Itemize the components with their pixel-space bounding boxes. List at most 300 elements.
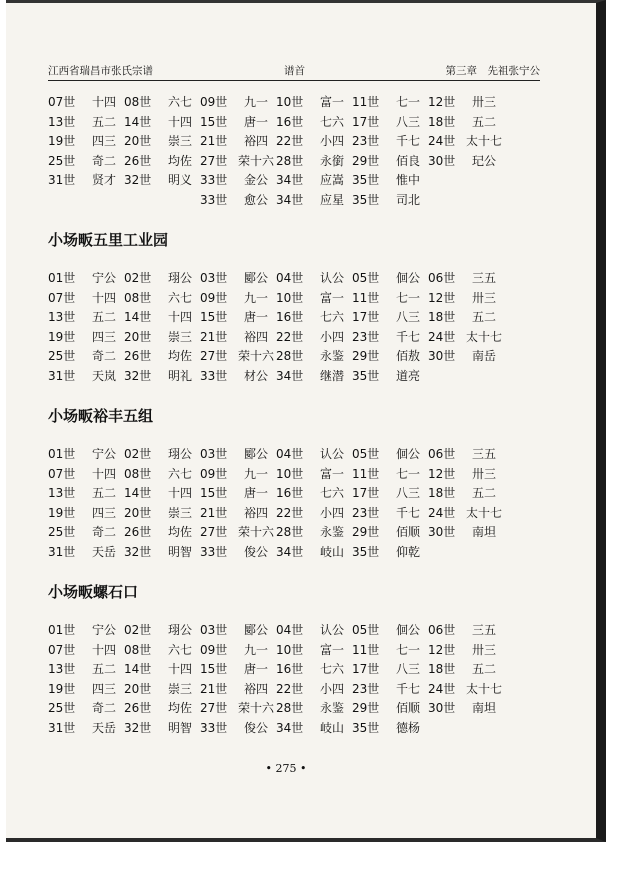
ancestor-name: 佪公 [395, 447, 420, 461]
generation-entry [352, 719, 430, 736]
ancestor-name: 天岳 [91, 544, 116, 559]
generation-number: 02世 [124, 447, 152, 461]
generation-row [48, 113, 528, 133]
ancestor-name: 德杨 [395, 720, 420, 735]
generation-number: 23世 [352, 505, 380, 520]
header-chapter: 第三章 先祖张宁公 [445, 65, 540, 77]
ancestor-name: 认公 [319, 623, 344, 637]
generation-entry [352, 347, 430, 364]
generation-number: 13世 [48, 114, 76, 129]
generation-number: 10世 [276, 642, 304, 657]
ancestor-name: 继潜 [319, 368, 344, 383]
generation-number: 04世 [276, 623, 304, 637]
generation-entry [48, 171, 126, 188]
ancestor-name: 明礼 [167, 368, 192, 383]
generation-number: 07世 [48, 95, 76, 109]
ancestor-name: 宁公 [91, 271, 116, 285]
ancestor-name: 永鉴 [319, 701, 344, 716]
ancestor-name: 七一 [395, 466, 420, 481]
generation-number: 27世 [200, 349, 228, 364]
generation-entry [124, 523, 202, 540]
generation-number: 01世 [48, 623, 76, 637]
generation-number: 27世 [200, 701, 228, 716]
ancestor-name: 岐山 [319, 720, 344, 735]
generation-entry [124, 543, 202, 560]
ancestor-name: 裕四 [243, 505, 268, 520]
generation-number: 07世 [48, 466, 76, 481]
ancestor-name: 宁公 [91, 447, 116, 461]
generation-entry [124, 504, 202, 521]
generation-number: 21世 [200, 681, 228, 696]
generation-row [48, 132, 528, 152]
generation-entry [352, 660, 430, 677]
ancestor-name: 七六 [319, 662, 344, 677]
generation-number: 05世 [352, 623, 380, 637]
generation-number: 35世 [352, 192, 380, 207]
generation-number: 07世 [48, 290, 76, 305]
ancestor-name: 郾公 [243, 447, 268, 461]
generation-entry [428, 93, 506, 110]
ancestor-name: 五二 [91, 486, 116, 501]
generation-number: 32世 [124, 173, 152, 188]
generation-number: 12世 [428, 466, 456, 481]
ancestor-name: 五二 [471, 486, 496, 501]
generation-entry [48, 465, 126, 482]
generation-entry [276, 660, 354, 677]
generation-entry [200, 504, 278, 521]
generation-entry [276, 484, 354, 501]
generation-number: 35世 [352, 173, 380, 188]
generation-entry [48, 367, 126, 384]
generation-number: 17世 [352, 486, 380, 501]
ancestor-name: 唐一 [243, 310, 268, 325]
ancestor-name: 富一 [319, 290, 344, 305]
generation-entry [352, 504, 430, 521]
generation-number: 28世 [276, 701, 304, 716]
generation-entry [428, 113, 506, 130]
ancestor-name: 八三 [395, 486, 420, 501]
ancestor-name: 七六 [319, 114, 344, 129]
generation-entry [200, 621, 278, 638]
ancestor-name: 永鉴 [319, 349, 344, 364]
ancestor-name: 道亮 [395, 368, 420, 383]
generation-number: 05世 [352, 447, 380, 461]
generation-entry [124, 171, 202, 188]
generation-number: 29世 [352, 701, 380, 716]
generation-number: 06世 [428, 623, 456, 637]
ancestor-name: 明智 [167, 720, 192, 735]
generation-number: 20世 [124, 505, 152, 520]
ancestor-name: 千七 [395, 134, 420, 149]
ancestor-name: 佪公 [395, 271, 420, 285]
generation-row [48, 484, 528, 504]
generation-number: 24世 [428, 134, 456, 149]
generation-entry [48, 680, 126, 697]
ancestor-name: 崇三 [167, 329, 192, 344]
generation-entry [352, 465, 430, 482]
generation-number: 01世 [48, 447, 76, 461]
generation-number: 16世 [276, 486, 304, 501]
ancestor-name: 荣十六 [237, 701, 274, 716]
generation-entry [124, 347, 202, 364]
generation-number: 34世 [276, 368, 304, 383]
generation-entry [428, 289, 506, 306]
generation-number: 31世 [48, 720, 76, 735]
ancestor-name: 七一 [395, 642, 420, 657]
generation-number: 26世 [124, 525, 152, 540]
generation-entry [352, 132, 430, 149]
ancestor-name: 均佐 [167, 525, 192, 540]
generation-entry [428, 699, 506, 716]
ancestor-name: 十四 [91, 466, 116, 481]
generation-number: 14世 [124, 114, 152, 129]
generation-row [48, 445, 528, 465]
generation-entry [48, 347, 126, 364]
generation-number: 13世 [48, 310, 76, 325]
generation-entry [276, 171, 354, 188]
generation-entry [48, 93, 126, 110]
ancestor-name: 卅三 [471, 290, 496, 305]
ancestor-name: 仰乾 [395, 544, 420, 559]
generation-entry [200, 171, 278, 188]
generation-number: 03世 [200, 623, 228, 637]
generation-entry [276, 93, 354, 110]
ancestor-name: 天岚 [91, 368, 116, 383]
generation-entry [276, 504, 354, 521]
generation-entry [48, 660, 126, 677]
generation-number: 27世 [200, 525, 228, 540]
generation-entry [124, 699, 202, 716]
ancestor-name: 唐一 [243, 114, 268, 129]
generation-entry [124, 308, 202, 325]
generation-entry [200, 641, 278, 658]
generation-number: 14世 [124, 310, 152, 325]
ancestor-name: 天岳 [91, 720, 116, 735]
ancestor-name: 富一 [319, 466, 344, 481]
ancestor-name: 明义 [167, 173, 192, 188]
generation-entry [352, 152, 430, 169]
ancestor-name: 三五 [471, 271, 496, 285]
generation-entry [276, 641, 354, 658]
ancestor-name: 珝公 [167, 447, 192, 461]
ancestor-name: 奇二 [91, 349, 116, 364]
generation-entry [124, 641, 202, 658]
generation-entry [276, 523, 354, 540]
book-page [6, 0, 606, 842]
generation-number: 14世 [124, 486, 152, 501]
generation-number: 03世 [200, 271, 228, 285]
generation-number: 05世 [352, 271, 380, 285]
ancestor-name: 荣十六 [237, 349, 274, 364]
generation-number: 21世 [200, 505, 228, 520]
generation-entry [200, 152, 278, 169]
generation-entry [124, 465, 202, 482]
ancestor-name: 奇二 [91, 525, 116, 540]
generation-number: 09世 [200, 95, 228, 109]
generation-entry [276, 152, 354, 169]
generation-entry [124, 113, 202, 130]
ancestor-name: 佰良 [395, 153, 420, 168]
generation-entry [276, 367, 354, 384]
generation-entry [428, 523, 506, 540]
generation-row [48, 93, 528, 113]
generation-number: 18世 [428, 486, 456, 501]
ancestor-name: 岐山 [319, 544, 344, 559]
generation-number: 19世 [48, 134, 76, 149]
generation-entry [428, 641, 506, 658]
ancestor-name: 荣十六 [237, 153, 274, 168]
generation-entry [352, 641, 430, 658]
generation-entry [124, 328, 202, 345]
ancestor-name: 南坦 [471, 701, 496, 716]
generation-entry [124, 621, 202, 638]
generation-number: 25世 [48, 153, 76, 168]
ancestor-name: 唐一 [243, 662, 268, 677]
generation-number: 27世 [200, 153, 228, 168]
generation-entry [48, 543, 126, 560]
generation-entry [124, 93, 202, 110]
generation-number: 22世 [276, 134, 304, 149]
generation-number: 08世 [124, 290, 152, 305]
generation-entry [124, 484, 202, 501]
generation-number: 29世 [352, 525, 380, 540]
generation-entry [200, 484, 278, 501]
ancestor-name: 十四 [167, 486, 192, 501]
ancestor-name: 七一 [395, 95, 420, 109]
generation-entry [428, 347, 506, 364]
generation-number: 31世 [48, 173, 76, 188]
generation-table [48, 621, 528, 739]
ancestor-name: 应星 [319, 192, 344, 207]
ancestor-name: 六七 [167, 95, 192, 109]
ancestor-name: 富一 [319, 95, 344, 109]
generation-entry [428, 132, 506, 149]
generation-row [48, 523, 528, 543]
ancestor-name: 佰敖 [395, 349, 420, 364]
generation-entry [200, 93, 278, 110]
generation-row [48, 543, 528, 563]
generation-number: 17世 [352, 310, 380, 325]
generation-entry [352, 445, 430, 462]
ancestor-name: 小四 [319, 681, 344, 696]
generation-number: 03世 [200, 447, 228, 461]
generation-entry [48, 484, 126, 501]
ancestor-name: 五二 [471, 310, 496, 325]
ancestor-name: 九一 [243, 642, 268, 657]
generation-entry [124, 445, 202, 462]
generation-entry [352, 171, 430, 188]
generation-entry [200, 308, 278, 325]
generation-number: 02世 [124, 271, 152, 285]
generation-entry [352, 308, 430, 325]
ancestor-name: 六七 [167, 642, 192, 657]
generation-entry [124, 680, 202, 697]
generation-entry [200, 191, 278, 208]
header-book-title: 江西省瑞昌市张氏宗谱 [48, 65, 153, 77]
generation-entry [276, 465, 354, 482]
generation-number: 25世 [48, 349, 76, 364]
generation-number: 15世 [200, 662, 228, 677]
ancestor-name: 十四 [91, 290, 116, 305]
ancestor-name: 唐一 [243, 486, 268, 501]
generation-entry [48, 113, 126, 130]
ancestor-name: 玘公 [471, 153, 496, 168]
generation-entry [428, 328, 506, 345]
generation-number: 16世 [276, 310, 304, 325]
generation-entry [48, 641, 126, 658]
ancestor-name: 惟中 [395, 173, 420, 188]
generation-row [48, 191, 528, 211]
generation-number: 23世 [352, 134, 380, 149]
generation-table [48, 269, 528, 387]
generation-entry [200, 113, 278, 130]
generation-number: 30世 [428, 701, 456, 716]
ancestor-name: 裕四 [243, 329, 268, 344]
generation-number: 20世 [124, 329, 152, 344]
generation-number: 17世 [352, 114, 380, 129]
header-section: 谱首 [284, 65, 305, 77]
generation-entry [200, 328, 278, 345]
ancestor-name: 十四 [91, 95, 116, 109]
generation-entry [48, 621, 126, 638]
generation-entry [276, 699, 354, 716]
generation-row [48, 465, 528, 485]
ancestor-name: 四三 [91, 505, 116, 520]
generation-entry [200, 269, 278, 286]
ancestor-name: 九一 [243, 95, 268, 109]
ancestor-name: 六七 [167, 466, 192, 481]
generation-row [48, 660, 528, 680]
generation-number: 35世 [352, 544, 380, 559]
generation-entry [352, 621, 430, 638]
ancestor-name: 四三 [91, 329, 116, 344]
generation-number: 19世 [48, 505, 76, 520]
generation-number: 11世 [352, 642, 380, 657]
generation-row [48, 171, 528, 191]
ancestor-name: 十四 [91, 642, 116, 657]
generation-row [48, 641, 528, 661]
generation-entry [428, 269, 506, 286]
generation-entry [124, 269, 202, 286]
generation-number: 22世 [276, 505, 304, 520]
generation-entry [276, 680, 354, 697]
generation-entry [352, 523, 430, 540]
generation-number: 06世 [428, 447, 456, 461]
generation-number: 17世 [352, 662, 380, 677]
generation-number: 22世 [276, 329, 304, 344]
generation-number: 19世 [48, 681, 76, 696]
generation-number: 08世 [124, 642, 152, 657]
ancestor-name: 崇三 [167, 681, 192, 696]
generation-number: 32世 [124, 368, 152, 383]
ancestor-name: 愈公 [243, 192, 268, 207]
generation-entry [428, 484, 506, 501]
generation-number: 30世 [428, 349, 456, 364]
generation-number: 32世 [124, 544, 152, 559]
generation-entry [200, 543, 278, 560]
ancestor-name: 九一 [243, 466, 268, 481]
ancestor-name: 郾公 [243, 271, 268, 285]
ancestor-name: 三五 [471, 623, 496, 637]
generation-number: 33世 [200, 544, 228, 559]
ancestor-name: 太十七 [465, 134, 502, 149]
generation-number: 31世 [48, 544, 76, 559]
generation-entry [428, 152, 506, 169]
generation-number: 20世 [124, 681, 152, 696]
generation-entry [428, 504, 506, 521]
generation-number: 28世 [276, 349, 304, 364]
generation-entry [48, 132, 126, 149]
generation-entry [124, 660, 202, 677]
ancestor-name: 四三 [91, 681, 116, 696]
generation-number: 24世 [428, 505, 456, 520]
generation-number: 12世 [428, 642, 456, 657]
generation-number: 31世 [48, 368, 76, 383]
generation-table [48, 445, 528, 563]
generation-number: 21世 [200, 329, 228, 344]
generation-number: 01世 [48, 271, 76, 285]
ancestor-name: 四三 [91, 134, 116, 149]
generation-entry [200, 719, 278, 736]
generation-entry [48, 719, 126, 736]
ancestor-name: 千七 [395, 681, 420, 696]
generation-entry [428, 621, 506, 638]
generation-row [48, 328, 528, 348]
generation-entry [276, 445, 354, 462]
generation-number: 06世 [428, 271, 456, 285]
generation-number: 18世 [428, 662, 456, 677]
ancestor-name: 裕四 [243, 681, 268, 696]
ancestor-name: 五二 [471, 662, 496, 677]
ancestor-name: 千七 [395, 505, 420, 520]
generation-number: 09世 [200, 466, 228, 481]
generation-row [48, 699, 528, 719]
generation-entry [48, 269, 126, 286]
generation-number: 15世 [200, 310, 228, 325]
generation-entry [352, 191, 430, 208]
generation-entry [200, 367, 278, 384]
ancestor-name: 卅三 [471, 95, 496, 109]
generation-number: 11世 [352, 95, 380, 109]
generation-number: 24世 [428, 329, 456, 344]
ancestor-name: 八三 [395, 114, 420, 129]
generation-entry [200, 347, 278, 364]
ancestor-name: 均佐 [167, 701, 192, 716]
ancestor-name: 七一 [395, 290, 420, 305]
generation-entry [48, 328, 126, 345]
ancestor-name: 卅三 [471, 466, 496, 481]
generation-number: 15世 [200, 486, 228, 501]
generation-entry [276, 543, 354, 560]
ancestor-name: 珝公 [167, 623, 192, 637]
ancestor-name: 十四 [167, 114, 192, 129]
generation-number: 13世 [48, 486, 76, 501]
generation-entry [352, 328, 430, 345]
generation-number: 33世 [200, 192, 228, 207]
generation-entry [200, 699, 278, 716]
generation-entry [276, 621, 354, 638]
ancestor-name: 太十七 [465, 681, 502, 696]
generation-entry [428, 445, 506, 462]
ancestor-name: 宁公 [91, 623, 116, 637]
ancestor-name: 五二 [91, 662, 116, 677]
generation-entry [124, 367, 202, 384]
generation-entry [428, 660, 506, 677]
generation-entry [200, 132, 278, 149]
generation-entry [352, 543, 430, 560]
generation-number: 10世 [276, 95, 304, 109]
generation-entry [352, 93, 430, 110]
